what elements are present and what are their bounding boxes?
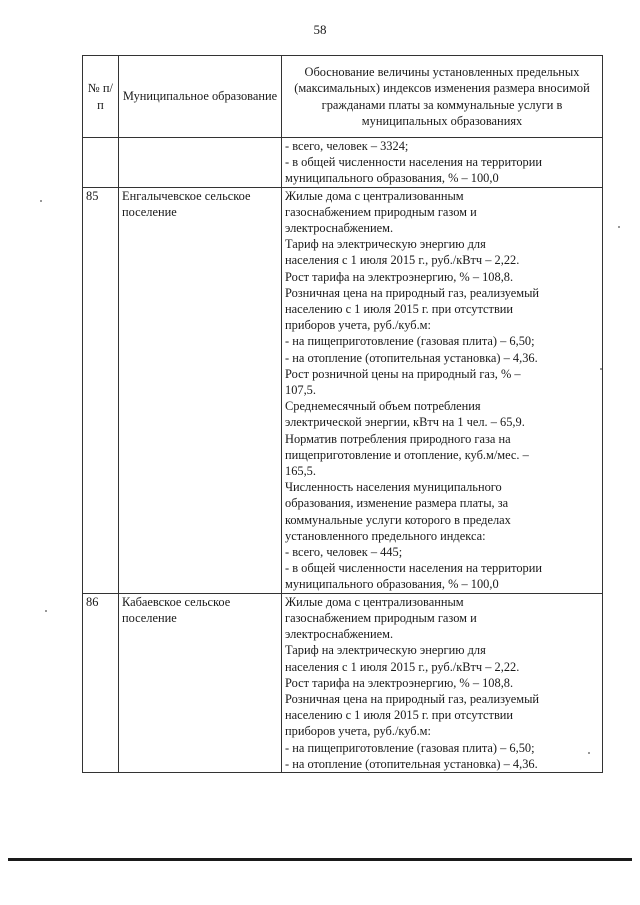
justification-line: установленного предельного индекса: (285, 528, 486, 543)
table-header-row (83, 56, 603, 138)
index-justification-table (82, 55, 603, 773)
table-body (83, 138, 603, 773)
justification-line: Розничная цена на природный газ, реализуемый (285, 285, 540, 300)
row-justification (282, 187, 603, 593)
justification-line: муниципального образования, % – 100,0 (285, 171, 499, 186)
justification-line: Рост розничной цены на природный газ, % – (285, 366, 521, 381)
justification-line: приборов учета, руб./куб.м: (285, 318, 431, 333)
justification-line: - на пищеприготовление (газовая плита) – 6,50; (285, 740, 535, 755)
header-municipality: Муниципальное образование (119, 56, 282, 138)
justification-line: - всего, человек – 445; (285, 545, 403, 560)
justification-line: образования, изменение размера платы, за (285, 496, 509, 511)
justification-line: - всего, человек – 3324; (285, 139, 409, 153)
table-row (83, 593, 603, 772)
row-municipality: Енгалычевское сельское поселение (119, 187, 282, 593)
justification-line: электроснабжением. (285, 627, 394, 642)
justification-line: - на отопление (отопительная установка) – 4,36. (285, 756, 538, 771)
justification-line: Жилые дома с централизованным (285, 594, 464, 609)
justification-line: Жилые дома с централизованным (285, 188, 464, 203)
table-row (83, 138, 603, 188)
page-number: 58 (313, 22, 327, 37)
justification-line: 107,5. (285, 383, 316, 398)
justification-line: газоснабжением природным газом и (285, 204, 477, 219)
justification-line: - в общей численности населения на территории (285, 155, 542, 170)
scan-speck (588, 752, 590, 754)
justification-line: Численность населения муниципального (285, 480, 502, 495)
justification-line: Среднемесячный объем потребления (285, 399, 481, 414)
justification-line: населению с 1 июля 2015 г. при отсутствии (285, 302, 514, 317)
justification-line: газоснабжением природным газом и (285, 610, 477, 625)
justification-line: электрической энергии, кВтч на 1 чел. – 65,9. (285, 415, 525, 430)
row-justification (282, 593, 603, 772)
justification-line: населению с 1 июля 2015 г. при отсутствии (285, 708, 514, 723)
header-number: № п/п (83, 56, 119, 138)
row-number: 85 (83, 187, 119, 593)
header-justification: Обоснование величины установленных предельных (максимальных) индексов изменения размера вносимой гражданами платы за коммунальные услуги в муниципальных образованиях (282, 56, 603, 138)
justification-line: муниципального образования, % – 100,0 (285, 577, 499, 592)
justification-line: Тариф на электрическую энергию для (285, 643, 486, 658)
row-number (83, 138, 119, 188)
bottom-rule (8, 858, 632, 861)
row-justification (282, 138, 603, 188)
justification-line: Рост тарифа на электроэнергию, % – 108,8. (285, 269, 514, 284)
justification-line: Рост тарифа на электроэнергию, % – 108,8. (285, 675, 514, 690)
justification-line: 165,5. (285, 464, 316, 479)
justification-line: Розничная цена на природный газ, реализуемый (285, 691, 540, 706)
justification-line: электроснабжением. (285, 221, 394, 236)
justification-line: - на отопление (отопительная установка) – 4,36. (285, 350, 538, 365)
justification-line: пищеприготовление и отопление, куб.м/мес. – (285, 447, 529, 462)
scan-speck (618, 226, 620, 228)
row-number: 86 (83, 593, 119, 772)
justification-line: Тариф на электрическую энергию для (285, 237, 486, 252)
justification-line: - на пищеприготовление (газовая плита) – 6,50; (285, 334, 535, 349)
scan-speck (45, 610, 47, 612)
row-municipality (119, 138, 282, 188)
scan-speck (40, 200, 42, 202)
justification-line: населения с 1 июля 2015 г., руб./кВтч – 2,22. (285, 253, 520, 268)
table-row (83, 187, 603, 593)
justification-line: Норматив потребления природного газа на (285, 431, 511, 446)
justification-line: коммунальные услуги которого в пределах (285, 512, 511, 527)
row-municipality: Кабаевское сельское поселение (119, 593, 282, 772)
justification-line: - в общей численности населения на территории (285, 561, 542, 576)
justification-line: населения с 1 июля 2015 г., руб./кВтч – 2,22. (285, 659, 520, 674)
scan-speck (600, 368, 602, 370)
justification-line: приборов учета, руб./куб.м: (285, 724, 431, 739)
